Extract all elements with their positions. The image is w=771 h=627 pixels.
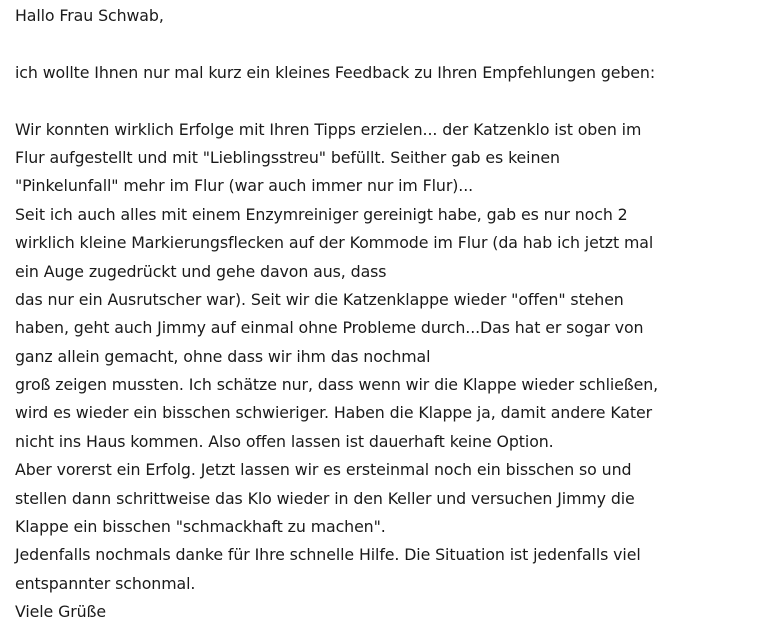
body-line: Jedenfalls nochmals danke für Ihre schnelle Hilfe. Die Situation ist jedenfalls viel [15, 545, 641, 565]
body-line: haben, geht auch Jimmy auf einmal ohne Probleme durch...Das hat er sogar von [15, 318, 644, 338]
letter-document [15, 0, 765, 627]
closing-line: Viele Grüße [15, 602, 107, 622]
body-line: entspannter schonmal. [15, 573, 196, 593]
body-line: "Pinkelunfall" mehr im Flur (war auch immer nur im Flur)... [15, 176, 474, 196]
body-line: stellen dann schrittweise das Klo wieder in den Keller und versuchen Jimmy die [15, 488, 635, 508]
body-line: groß zeigen mussten. Ich schätze nur, dass wenn wir die Klappe wieder schließen, [15, 375, 659, 395]
body-line: das nur ein Ausrutscher war). Seit wir die Katzenklappe wieder "offen" stehen [15, 289, 624, 309]
intro-line: ich wollte Ihnen nur mal kurz ein kleines Feedback zu Ihren Empfehlungen geben: [15, 62, 656, 82]
body-line: Flur aufgestellt und mit "Lieblingsstreu" befüllt. Seither gab es keinen [15, 147, 560, 167]
body-line: wirklich kleine Markierungsflecken auf der Kommode im Flur (da hab ich jetzt mal [15, 233, 654, 253]
body-line: Aber vorerst ein Erfolg. Jetzt lassen wir es ersteinmal noch ein bisschen so und [15, 460, 632, 480]
greeting-line: Hallo Frau Schwab, [15, 6, 164, 25]
body-line: Wir konnten wirklich Erfolge mit Ihren Tipps erzielen... der Katzenklo ist oben im [15, 119, 642, 139]
body-line: nicht ins Haus kommen. Also offen lassen ist dauerhaft keine Option. [15, 431, 554, 451]
body-line: Seit ich auch alles mit einem Enzymreiniger gereinigt habe, gab es nur noch 2 [15, 204, 628, 224]
blank-line [15, 30, 765, 58]
body-line: ganz allein gemacht, ohne dass wir ihm das nochmal [15, 346, 431, 366]
body-line: wird es wieder ein bisschen schwieriger. Haben die Klappe ja, damit andere Kater [15, 403, 652, 423]
blank-line [15, 87, 765, 115]
body-line: ein Auge zugedrückt und gehe davon aus, dass [15, 261, 387, 281]
body-line: Klappe ein bisschen "schmackhaft zu machen". [15, 517, 386, 537]
